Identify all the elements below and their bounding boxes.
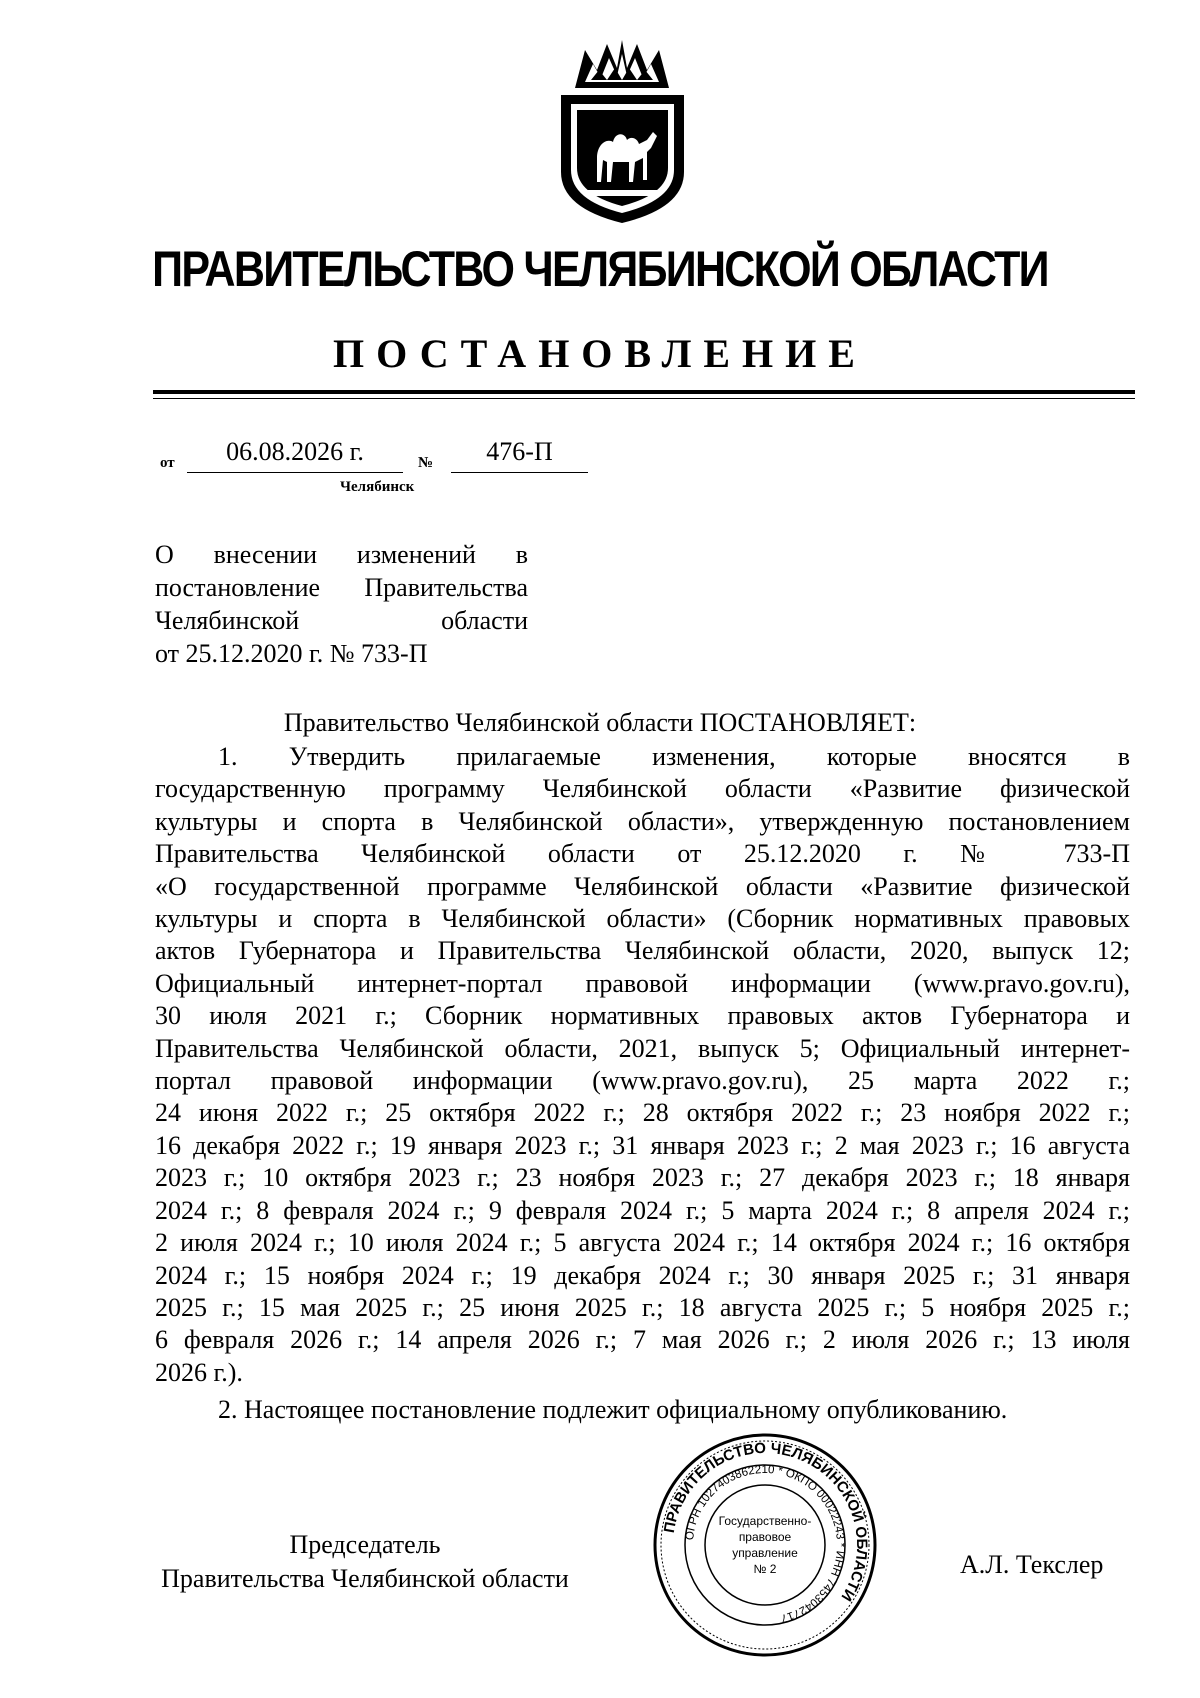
body-line: 2025 г.; 15 мая 2025 г.; 25 июня 2025 г.; 18 августа 2025 г.; 5 ноября 2025 г.; bbox=[155, 1292, 1130, 1322]
body-line: Правительства Челябинской области, 2021, выпуск 5; Официальный интернет- bbox=[155, 1033, 1130, 1063]
subject-line: О внесении изменений в bbox=[155, 540, 528, 569]
paragraph-1 bbox=[155, 741, 1130, 1389]
body-line: 24 июня 2022 г.; 25 октября 2022 г.; 28 октября 2022 г.; 23 ноября 2022 г.; bbox=[155, 1098, 1130, 1128]
body-line: 2023 г.; 10 октября 2023 г.; 23 ноября 2023 г.; 27 декабря 2023 г.; 18 января bbox=[155, 1163, 1130, 1193]
body-line: 2 июля 2024 г.; 10 июля 2024 г.; 5 августа 2024 г.; 14 октября 2024 г.; 16 октября bbox=[155, 1228, 1130, 1258]
seal-outer-text: ПРАВИТЕЛЬСТВО ЧЕЛЯБИНСКОЙ ОБЛАСТИ bbox=[660, 1439, 871, 1604]
issue-city: Челябинск bbox=[340, 479, 415, 495]
signatory-name: А.Л. Текслер bbox=[960, 1550, 1104, 1579]
number-underline bbox=[451, 472, 588, 473]
subject-line: от 25.12.2020 г. № 733-П bbox=[155, 639, 428, 668]
body-line: «О государственной программе Челябинской области «Развитие физической bbox=[155, 871, 1130, 901]
body-line: Правительства Челябинской области от 25.12.2020 г. № 733-П bbox=[155, 839, 1130, 869]
body-line: портал правовой информации (www.pravo.gov.ru), 25 марта 2022 г.; bbox=[155, 1066, 1130, 1096]
signatory-title: Председатель bbox=[289, 1530, 441, 1559]
decree-statement: Правительство Челябинской области ПОСТАНОВЛЯЕТ: bbox=[283, 708, 917, 737]
body-line: государственную программу Челябинской области «Развитие физической bbox=[155, 774, 1130, 804]
header-rule-thin bbox=[153, 398, 1135, 399]
body-line: Официальный интернет-портал правовой информации (www.pravo.gov.ru), bbox=[155, 968, 1130, 998]
document-number: 476-П bbox=[486, 437, 553, 466]
signatory-position bbox=[130, 1528, 600, 1596]
body-line: 16 декабря 2022 г.; 19 января 2023 г.; 31 января 2023 г.; 2 мая 2023 г.; 16 августа bbox=[155, 1130, 1130, 1160]
document-date: 06.08.2026 г. bbox=[226, 437, 364, 466]
body-line: 6 февраля 2026 г.; 14 апреля 2026 г.; 7 мая 2026 г.; 2 июля 2026 г.; 13 июля bbox=[155, 1325, 1130, 1355]
date-label: от bbox=[160, 455, 175, 471]
header-rule-thick bbox=[153, 390, 1135, 394]
seal-ring-text: ОГРН 1027403862210 * ОКПО 00022243 * ИНН 7453042717 bbox=[684, 1463, 847, 1625]
document-type-title: ПОСТАНОВЛЕНИЕ bbox=[333, 331, 867, 376]
document-subject bbox=[155, 538, 528, 670]
organization-title: ПРАВИТЕЛЬСТВО ЧЕЛЯБИНСКОЙ ОБЛАСТИ bbox=[152, 241, 1048, 297]
body-line: культуры и спорта в Челябинской области» (Сборник нормативных правовых bbox=[155, 904, 1130, 934]
body-line: 2024 г.; 8 февраля 2024 г.; 9 февраля 2024 г.; 5 марта 2024 г.; 8 апреля 2024 г.; bbox=[155, 1195, 1130, 1225]
official-seal bbox=[650, 1430, 880, 1660]
body-line: культуры и спорта в Челябинской области», утвержденную постановлением bbox=[155, 806, 1130, 836]
subject-line: Челябинской области bbox=[155, 606, 528, 635]
paragraph-2: 2. Настоящее постановление подлежит официальному опубликованию. bbox=[218, 1395, 1008, 1424]
body-line: 30 июля 2021 г.; Сборник нормативных правовых актов Губернатора и bbox=[155, 1001, 1130, 1031]
subject-line: постановление Правительства bbox=[155, 573, 528, 602]
body-line: 2024 г.; 15 ноября 2024 г.; 19 декабря 2024 г.; 30 января 2025 г.; 31 января bbox=[155, 1260, 1130, 1290]
seal-center-line: правовое bbox=[738, 1530, 792, 1544]
body-line: 2026 г.). bbox=[155, 1357, 243, 1387]
coat-of-arms-icon bbox=[555, 40, 690, 225]
date-underline bbox=[187, 472, 403, 473]
number-label: № bbox=[418, 455, 434, 471]
seal-center-line: управление bbox=[732, 1546, 798, 1560]
seal-center-line: № 2 bbox=[753, 1562, 777, 1576]
body-line: 1. Утвердить прилагаемые изменения, которые вносятся в bbox=[218, 742, 1130, 771]
body-line: актов Губернатора и Правительства Челябинской области, 2020, выпуск 12; bbox=[155, 936, 1130, 966]
seal-center-line: Государственно- bbox=[718, 1514, 812, 1528]
signatory-organization: Правительства Челябинской области bbox=[161, 1564, 569, 1593]
